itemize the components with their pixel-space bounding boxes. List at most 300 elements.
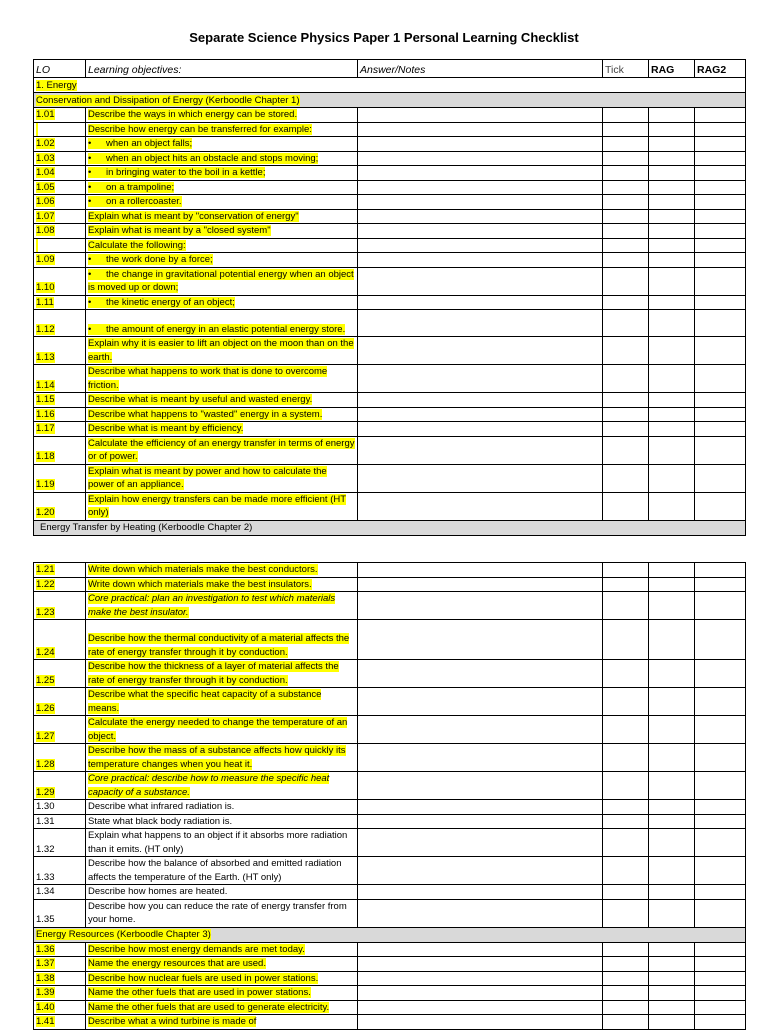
rag-cell[interactable]: [649, 814, 695, 829]
objective-label: Calculate the energy needed to change the temperature of an object.: [88, 717, 348, 742]
tick-cell[interactable]: [603, 393, 649, 408]
tick-cell[interactable]: [603, 122, 649, 137]
answer-notes-cell[interactable]: [358, 122, 603, 137]
lo-number: 1.12: [36, 323, 55, 335]
rag2-cell[interactable]: [695, 986, 746, 1001]
lo-cell: [34, 899, 86, 927]
tick-cell[interactable]: [603, 422, 649, 437]
lo-cell: [34, 422, 86, 437]
lo-cell: [34, 464, 86, 492]
rag2-cell[interactable]: [695, 464, 746, 492]
objective-row: [34, 885, 746, 900]
answer-notes-cell[interactable]: [358, 885, 603, 900]
answer-notes-cell[interactable]: [358, 253, 603, 268]
rag-cell[interactable]: [649, 166, 695, 181]
objective-text: [88, 944, 305, 955]
answer-notes-cell[interactable]: [358, 137, 603, 152]
tick-cell[interactable]: [603, 563, 649, 578]
objective-text: [88, 269, 354, 294]
objective-text: [88, 254, 213, 265]
objective-row: [34, 238, 746, 253]
rag2-cell[interactable]: [695, 492, 746, 520]
rag-cell[interactable]: [649, 1000, 695, 1015]
objective-label: Describe what infrared radiation is.: [88, 801, 235, 812]
rag2-cell[interactable]: [695, 688, 746, 716]
tick-cell[interactable]: [603, 310, 649, 337]
rag2-cell[interactable]: [695, 800, 746, 815]
rag2-cell[interactable]: [695, 716, 746, 744]
lo-number: 1.02: [36, 138, 55, 149]
lo-number: 1.01: [36, 109, 55, 120]
objective-cell: [86, 166, 358, 181]
tick-cell[interactable]: [603, 267, 649, 295]
lo-cell: [34, 407, 86, 422]
rag2-cell[interactable]: [695, 829, 746, 857]
answer-notes-cell[interactable]: [358, 942, 603, 957]
objective-cell: [86, 592, 358, 620]
rag-cell[interactable]: [649, 563, 695, 578]
rag-cell[interactable]: [649, 295, 695, 310]
lo-number: 1.34: [36, 886, 55, 897]
objective-label: Describe how the thickness of a layer of material affects the rate of energy transfer through it by conduction.: [88, 661, 339, 686]
lo-cell: [34, 253, 86, 268]
rag2-cell[interactable]: [695, 166, 746, 181]
answer-notes-cell[interactable]: [358, 166, 603, 181]
tick-cell[interactable]: [603, 660, 649, 688]
rag2-cell[interactable]: [695, 108, 746, 123]
rag-cell[interactable]: [649, 772, 695, 800]
subsection-row-chapter3: [34, 927, 746, 942]
rag-cell[interactable]: [649, 238, 695, 253]
lo-number: 1.07: [36, 210, 55, 222]
rag2-cell[interactable]: [695, 253, 746, 268]
answer-notes-cell[interactable]: [358, 209, 603, 224]
tick-cell[interactable]: [603, 986, 649, 1001]
rag-cell[interactable]: [649, 971, 695, 986]
tick-cell[interactable]: [603, 492, 649, 520]
rag-cell[interactable]: [649, 137, 695, 152]
rag-cell[interactable]: [649, 209, 695, 224]
tick-cell[interactable]: [603, 800, 649, 815]
tick-cell[interactable]: [603, 772, 649, 800]
objective-row: [34, 151, 746, 166]
rag2-cell[interactable]: [695, 180, 746, 195]
answer-notes-cell[interactable]: [358, 365, 603, 393]
tick-cell[interactable]: [603, 885, 649, 900]
tick-cell[interactable]: [603, 151, 649, 166]
lo-cell: [34, 716, 86, 744]
objective-label: Describe how the balance of absorbed and emitted radiation affects the temperature of the Earth. (HT only): [88, 858, 342, 883]
lo-cell: [34, 829, 86, 857]
answer-notes-cell[interactable]: [358, 151, 603, 166]
answer-notes-cell[interactable]: [358, 772, 603, 800]
rag-cell[interactable]: [649, 224, 695, 239]
tick-cell[interactable]: [603, 857, 649, 885]
lo-cell: [34, 885, 86, 900]
objective-text: [88, 409, 322, 420]
lo-number: 1.36: [36, 943, 55, 955]
rag-cell[interactable]: [649, 800, 695, 815]
objective-row: [34, 108, 746, 123]
rag-cell[interactable]: [649, 688, 695, 716]
rag-cell[interactable]: [649, 957, 695, 972]
answer-notes-cell[interactable]: [358, 829, 603, 857]
lo-cell: [34, 942, 86, 957]
answer-notes-cell[interactable]: [358, 800, 603, 815]
subsection-title-chapter2: Energy Transfer by Heating (Kerboodle Chapter 2): [34, 520, 746, 535]
tick-cell[interactable]: [603, 209, 649, 224]
tick-cell[interactable]: [603, 166, 649, 181]
header-rag: RAG: [649, 60, 695, 78]
objective-label: the work done by a force;: [106, 254, 213, 265]
tick-cell[interactable]: [603, 137, 649, 152]
objective-text: [88, 366, 327, 391]
lo-number: 1.23: [36, 606, 55, 618]
tick-cell[interactable]: [603, 224, 649, 239]
rag2-cell[interactable]: [695, 151, 746, 166]
rag2-cell[interactable]: [695, 195, 746, 210]
tick-cell[interactable]: [603, 688, 649, 716]
answer-notes-cell[interactable]: [358, 393, 603, 408]
rag2-cell[interactable]: [695, 814, 746, 829]
rag-cell[interactable]: [649, 716, 695, 744]
lo-number: [36, 239, 38, 253]
rag2-cell[interactable]: [695, 393, 746, 408]
rag2-cell[interactable]: [695, 660, 746, 688]
objective-row: [34, 688, 746, 716]
lo-number: [36, 123, 38, 137]
tick-cell[interactable]: [603, 295, 649, 310]
rag2-cell[interactable]: [695, 620, 746, 660]
lo-number: 1.13: [36, 351, 55, 363]
objective-cell: [86, 464, 358, 492]
rag2-cell[interactable]: [695, 407, 746, 422]
lo-cell: [34, 393, 86, 408]
rag2-cell[interactable]: [695, 310, 746, 337]
objective-cell: [86, 209, 358, 224]
lo-number: 1.18: [36, 451, 55, 462]
tick-cell[interactable]: [603, 108, 649, 123]
rag-cell[interactable]: [649, 885, 695, 900]
objective-cell: [86, 986, 358, 1001]
objective-cell: [86, 971, 358, 986]
rag2-cell[interactable]: [695, 957, 746, 972]
objective-cell: [86, 1015, 358, 1030]
lo-cell: [34, 800, 86, 815]
rag2-cell[interactable]: [695, 899, 746, 927]
header-lo: LO: [34, 60, 86, 78]
objective-text: [88, 901, 347, 926]
rag2-cell[interactable]: [695, 857, 746, 885]
lo-number: 1.28: [36, 758, 55, 770]
objective-text: [88, 1016, 256, 1027]
answer-notes-cell[interactable]: [358, 310, 603, 337]
rag-cell[interactable]: [649, 660, 695, 688]
rag-cell[interactable]: [649, 195, 695, 210]
lo-cell: [34, 563, 86, 578]
objective-label: Write down which materials make the best insulators.: [88, 578, 312, 590]
lo-cell: [34, 957, 86, 972]
lo-cell: [34, 108, 86, 123]
rag2-cell[interactable]: [695, 267, 746, 295]
rag-cell[interactable]: [649, 1015, 695, 1030]
objective-row: [34, 857, 746, 885]
tick-cell[interactable]: [603, 829, 649, 857]
rag2-cell[interactable]: [695, 337, 746, 365]
answer-notes-cell[interactable]: [358, 224, 603, 239]
rag-cell[interactable]: [649, 337, 695, 365]
answer-notes-cell[interactable]: [358, 1015, 603, 1030]
rag-cell[interactable]: [649, 436, 695, 464]
answer-notes-cell[interactable]: [358, 957, 603, 972]
objective-row: [34, 224, 746, 239]
answer-notes-cell[interactable]: [358, 660, 603, 688]
answer-notes-cell[interactable]: [358, 986, 603, 1001]
objective-text: [88, 240, 186, 251]
lo-cell: [34, 295, 86, 310]
answer-notes-cell[interactable]: [358, 337, 603, 365]
tick-cell[interactable]: [603, 238, 649, 253]
bullet-icon: •: [88, 167, 92, 178]
objective-text: [88, 773, 329, 798]
objective-text: [88, 109, 297, 120]
answer-notes-cell[interactable]: [358, 620, 603, 660]
objective-row: [34, 195, 746, 210]
rag-cell[interactable]: [649, 267, 695, 295]
objective-cell: [86, 957, 358, 972]
objective-text: [88, 211, 299, 222]
tick-cell[interactable]: [603, 337, 649, 365]
rag2-cell[interactable]: [695, 1000, 746, 1015]
tick-cell[interactable]: [603, 899, 649, 927]
objective-text: [88, 423, 243, 434]
rag-cell[interactable]: [649, 829, 695, 857]
rag2-cell[interactable]: [695, 1015, 746, 1030]
rag-cell[interactable]: [649, 464, 695, 492]
rag2-cell[interactable]: [695, 592, 746, 620]
bullet-icon: •: [88, 254, 92, 265]
objective-row: [34, 772, 746, 800]
objective-label: on a trampoline;: [106, 181, 175, 193]
rag2-cell[interactable]: [695, 209, 746, 224]
rag2-cell[interactable]: [695, 137, 746, 152]
answer-notes-cell[interactable]: [358, 857, 603, 885]
answer-notes-cell[interactable]: [358, 971, 603, 986]
lo-cell: [34, 620, 86, 660]
objective-row: [34, 209, 746, 224]
objective-text: [88, 745, 346, 770]
rag2-cell[interactable]: [695, 224, 746, 239]
tick-cell[interactable]: [603, 436, 649, 464]
rag-cell[interactable]: [649, 899, 695, 927]
objective-label: on a rollercoaster.: [106, 196, 182, 207]
answer-notes-cell[interactable]: [358, 577, 603, 592]
objective-label: Describe what the specific heat capacity of a substance means.: [88, 689, 322, 714]
objective-row: [34, 660, 746, 688]
answer-notes-cell[interactable]: [358, 195, 603, 210]
objective-text: [88, 182, 174, 193]
tick-cell[interactable]: [603, 971, 649, 986]
objective-row: [34, 310, 746, 337]
lo-number: 1.25: [36, 674, 55, 686]
answer-notes-cell[interactable]: [358, 492, 603, 520]
objective-text: [88, 438, 355, 463]
lo-cell: [34, 660, 86, 688]
tick-cell[interactable]: [603, 195, 649, 210]
objective-row: [34, 422, 746, 437]
answer-notes-cell[interactable]: [358, 716, 603, 744]
tick-cell[interactable]: [603, 464, 649, 492]
answer-notes-cell[interactable]: [358, 422, 603, 437]
objective-cell: [86, 422, 358, 437]
tick-cell[interactable]: [603, 744, 649, 772]
rag2-cell[interactable]: [695, 563, 746, 578]
answer-notes-cell[interactable]: [358, 1000, 603, 1015]
tick-cell[interactable]: [603, 253, 649, 268]
rag2-cell[interactable]: [695, 122, 746, 137]
rag2-cell[interactable]: [695, 971, 746, 986]
subsection-row-chapter1: [34, 93, 746, 108]
lo-cell: [34, 137, 86, 152]
objective-cell: [86, 885, 358, 900]
rag-cell[interactable]: [649, 310, 695, 337]
lo-number: 1.40: [36, 1001, 55, 1013]
objective-row: [34, 942, 746, 957]
rag-cell[interactable]: [649, 122, 695, 137]
tick-cell[interactable]: [603, 957, 649, 972]
answer-notes-cell[interactable]: [358, 814, 603, 829]
objective-cell: [86, 337, 358, 365]
rag-cell[interactable]: [649, 986, 695, 1001]
tick-cell[interactable]: [603, 365, 649, 393]
objective-text: [88, 338, 354, 363]
page-title: Separate Science Physics Paper 1 Personal Learning Checklist: [189, 30, 579, 45]
lo-number: 1.20: [36, 507, 55, 518]
objective-text: [88, 816, 232, 827]
lo-number: 1.10: [36, 282, 55, 293]
objective-text: [88, 324, 345, 335]
objective-cell: [86, 365, 358, 393]
rag2-cell[interactable]: [695, 422, 746, 437]
lo-cell: [34, 772, 86, 800]
tick-cell[interactable]: [603, 620, 649, 660]
bullet-icon: •: [88, 138, 92, 149]
answer-notes-cell[interactable]: [358, 592, 603, 620]
objective-label: the change in gravitational potential energy when an object is moved up or down;: [88, 268, 354, 293]
objective-text: [88, 958, 266, 969]
objective-cell: [86, 436, 358, 464]
tick-cell[interactable]: [603, 1015, 649, 1030]
lo-number: 1.27: [36, 730, 55, 742]
rag-cell[interactable]: [649, 492, 695, 520]
answer-notes-cell[interactable]: [358, 238, 603, 253]
tick-cell[interactable]: [603, 942, 649, 957]
rag-cell[interactable]: [649, 422, 695, 437]
rag2-cell[interactable]: [695, 365, 746, 393]
answer-notes-cell[interactable]: [358, 464, 603, 492]
objective-label: Describe how nuclear fuels are used in power stations.: [88, 972, 319, 984]
objective-text: [88, 1002, 329, 1013]
tick-cell[interactable]: [603, 716, 649, 744]
lo-cell: [34, 1000, 86, 1015]
rag2-cell[interactable]: [695, 744, 746, 772]
rag2-cell[interactable]: [695, 942, 746, 957]
objective-label: Describe how the thermal conductivity of a material affects the rate of energy transfer through it by conduction.: [88, 633, 350, 658]
rag-cell[interactable]: [649, 407, 695, 422]
objective-label: Describe what a wind turbine is made of: [88, 1016, 257, 1027]
lo-cell: [34, 592, 86, 620]
objective-cell: [86, 492, 358, 520]
tick-cell[interactable]: [603, 814, 649, 829]
answer-notes-cell[interactable]: [358, 180, 603, 195]
answer-notes-cell[interactable]: [358, 267, 603, 295]
objective-label: Name the energy resources that are used.: [88, 958, 266, 969]
answer-notes-cell[interactable]: [358, 563, 603, 578]
rag-cell[interactable]: [649, 577, 695, 592]
section-row-energy: [34, 78, 746, 93]
rag-cell[interactable]: [649, 393, 695, 408]
objective-label: Describe what is meant by efficiency.: [88, 423, 244, 434]
rag-cell[interactable]: [649, 620, 695, 660]
tick-cell[interactable]: [603, 1000, 649, 1015]
tick-cell[interactable]: [603, 577, 649, 592]
rag2-cell[interactable]: [695, 436, 746, 464]
rag2-cell[interactable]: [695, 885, 746, 900]
objective-cell: [86, 744, 358, 772]
lo-cell: [34, 1015, 86, 1030]
objective-cell: [86, 224, 358, 239]
rag-cell[interactable]: [649, 744, 695, 772]
objective-label: Describe what happens to work that is done to overcome friction.: [88, 366, 328, 391]
lo-number: 1.39: [36, 987, 55, 998]
rag-cell[interactable]: [649, 151, 695, 166]
rag-cell[interactable]: [649, 592, 695, 620]
objective-label: Explain why it is easier to lift an object on the moon than on the earth.: [88, 338, 354, 363]
tick-cell[interactable]: [603, 180, 649, 195]
objective-row: [34, 337, 746, 365]
rag-cell[interactable]: [649, 108, 695, 123]
answer-notes-cell[interactable]: [358, 899, 603, 927]
rag2-cell[interactable]: [695, 238, 746, 253]
objective-cell: [86, 195, 358, 210]
rag-cell[interactable]: [649, 253, 695, 268]
rag-cell[interactable]: [649, 365, 695, 393]
answer-notes-cell[interactable]: [358, 688, 603, 716]
objective-row: [34, 592, 746, 620]
rag2-cell[interactable]: [695, 772, 746, 800]
rag2-cell[interactable]: [695, 577, 746, 592]
answer-notes-cell[interactable]: [358, 407, 603, 422]
tick-cell[interactable]: [603, 407, 649, 422]
objective-cell: [86, 108, 358, 123]
answer-notes-cell[interactable]: [358, 436, 603, 464]
lo-cell: [34, 857, 86, 885]
rag-cell[interactable]: [649, 857, 695, 885]
objective-text: [88, 830, 347, 855]
answer-notes-cell[interactable]: [358, 744, 603, 772]
answer-notes-cell[interactable]: [358, 108, 603, 123]
lo-number: 1.05: [36, 181, 55, 193]
checklist-table-page1: [33, 59, 746, 536]
header-answer-notes: Answer/Notes: [358, 60, 603, 78]
answer-notes-cell[interactable]: [358, 295, 603, 310]
objective-text: [88, 593, 335, 618]
rag-cell[interactable]: [649, 942, 695, 957]
rag-cell[interactable]: [649, 180, 695, 195]
objective-label: when an object falls;: [106, 138, 193, 149]
rag2-cell[interactable]: [695, 295, 746, 310]
tick-cell[interactable]: [603, 592, 649, 620]
